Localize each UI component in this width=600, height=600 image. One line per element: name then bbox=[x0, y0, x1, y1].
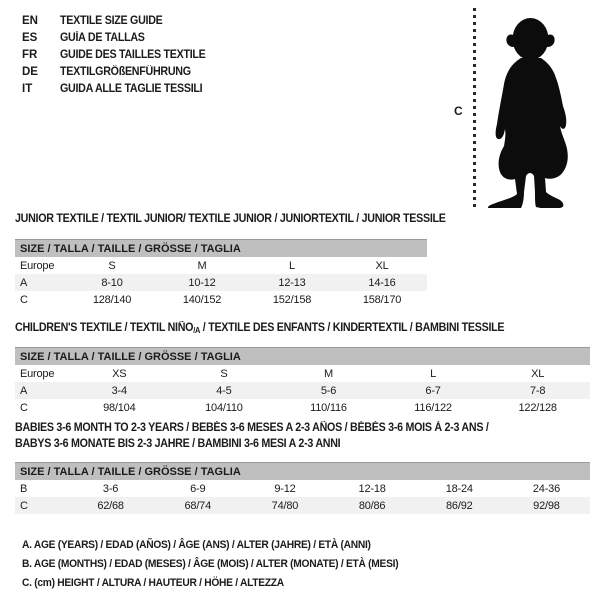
figure-measure-label: C bbox=[454, 104, 463, 118]
row-label: C bbox=[20, 499, 28, 512]
language-label: TEXTILE SIZE GUIDE bbox=[60, 14, 163, 27]
footnotes bbox=[22, 535, 600, 592]
table-row bbox=[15, 257, 427, 274]
size-bar: SIZE / TALLA / TAILLE / GRÖSSE / TAGLIA bbox=[15, 347, 590, 365]
size-cell: 9-12 bbox=[274, 482, 296, 495]
table-row bbox=[15, 399, 590, 416]
table-body bbox=[15, 480, 590, 514]
table-row bbox=[15, 497, 590, 514]
language-code: FR bbox=[22, 48, 38, 61]
section-title-children-sub: /A bbox=[193, 326, 201, 335]
size-cell: 104/110 bbox=[205, 401, 243, 414]
language-row bbox=[22, 12, 217, 29]
language-label: GUÍA DE TALLAS bbox=[60, 31, 145, 44]
figure-dotted-line bbox=[473, 8, 476, 208]
size-cell: 3-6 bbox=[102, 482, 119, 495]
section-title-babies-line2: BABYS 3-6 MONATE BIS 2-3 JAHRE / BAMBINI 3-6 MESI A 2-3 ANNI bbox=[15, 438, 341, 450]
size-cell: 116/122 bbox=[414, 401, 452, 414]
size-cell: 12-13 bbox=[278, 276, 306, 289]
language-label: GUIDE DES TAILLES TEXTILE bbox=[60, 48, 206, 61]
table-row bbox=[15, 274, 427, 291]
language-label: GUIDA ALLE TAGLIE TESSILI bbox=[60, 82, 203, 95]
section-title-babies-line1: BABIES 3-6 MONTH TO 2-3 YEARS / BEBÉS 3-6 MESES A 2-3 AÑOS / BÉBÉS 3-6 MOIS À 2-3 ANS / bbox=[15, 422, 489, 434]
size-cell: 86/92 bbox=[446, 499, 473, 512]
size-cell: 140/152 bbox=[182, 293, 222, 306]
table-body bbox=[15, 365, 590, 416]
row-label: Europe bbox=[20, 367, 55, 380]
size-cell: 14-16 bbox=[368, 276, 396, 289]
language-code: IT bbox=[22, 82, 33, 95]
size-cell: 6-7 bbox=[425, 384, 441, 397]
size-cell: 8-10 bbox=[101, 276, 123, 289]
size-cell: 98/104 bbox=[103, 401, 136, 414]
size-cell: L bbox=[289, 259, 295, 272]
language-code: DE bbox=[22, 65, 38, 78]
section-title-children-pre: CHILDREN'S TEXTILE / TEXTIL NIÑO bbox=[15, 322, 194, 334]
size-cell: 110/116 bbox=[310, 401, 347, 414]
section-title-babies bbox=[15, 420, 489, 452]
size-cell: 128/140 bbox=[92, 293, 132, 306]
language-row bbox=[22, 46, 217, 63]
size-cell: M bbox=[197, 259, 207, 272]
size-cell: XS bbox=[112, 367, 127, 380]
section-title-junior: JUNIOR TEXTILE / TEXTIL JUNIOR/ TEXTILE JUNIOR / JUNIORTEXTIL / JUNIOR TESSILE bbox=[15, 213, 446, 225]
size-cell: 3-4 bbox=[111, 384, 127, 397]
table-row bbox=[15, 291, 427, 308]
section-title-children bbox=[15, 322, 504, 335]
size-cell: 6-9 bbox=[190, 482, 206, 495]
size-cell: 74/80 bbox=[271, 499, 299, 512]
size-cell: 158/170 bbox=[362, 293, 402, 306]
size-cell: 92/98 bbox=[533, 499, 560, 512]
toddler-silhouette-icon bbox=[483, 8, 578, 208]
size-table-babies bbox=[15, 462, 590, 514]
size-cell: 7-8 bbox=[530, 384, 546, 397]
size-cell: S bbox=[108, 259, 116, 272]
size-cell: 80/86 bbox=[358, 499, 386, 512]
row-label: Europe bbox=[20, 259, 55, 272]
row-label: A bbox=[20, 384, 28, 397]
size-table-children bbox=[15, 347, 590, 416]
table-row bbox=[15, 480, 590, 497]
size-cell: L bbox=[430, 367, 437, 380]
language-row bbox=[22, 29, 217, 46]
table-body bbox=[15, 257, 427, 308]
language-code: EN bbox=[22, 14, 38, 27]
size-cell: 10-12 bbox=[188, 276, 216, 289]
row-label: A bbox=[20, 276, 28, 289]
size-cell: M bbox=[324, 367, 333, 380]
language-row bbox=[22, 80, 217, 97]
size-cell: 4-5 bbox=[216, 384, 232, 397]
row-label: B bbox=[20, 482, 28, 495]
table-row bbox=[15, 365, 590, 382]
footnote-line: C. (cm) HEIGHT / ALTURA / HAUTEUR / HÖHE / ALTEZZA bbox=[22, 577, 284, 589]
size-table-junior bbox=[15, 239, 427, 308]
size-bar: SIZE / TALLA / TAILLE / GRÖSSE / TAGLIA bbox=[15, 239, 427, 257]
size-bar: SIZE / TALLA / TAILLE / GRÖSSE / TAGLIA bbox=[15, 462, 590, 480]
size-cell: 5-6 bbox=[320, 384, 337, 397]
size-cell: 122/128 bbox=[518, 401, 557, 414]
language-row bbox=[22, 63, 217, 80]
size-cell: 152/158 bbox=[272, 293, 312, 306]
language-list bbox=[22, 12, 217, 97]
section-title-children-post: / TEXTILE DES ENFANTS / KINDERTEXTIL / BAMBINI TESSILE bbox=[200, 322, 505, 334]
size-cell: 24-36 bbox=[532, 482, 561, 495]
row-label: C bbox=[20, 401, 28, 414]
size-cell: 18-24 bbox=[445, 482, 473, 495]
size-cell: XL bbox=[531, 367, 545, 380]
size-figure bbox=[440, 0, 600, 215]
table-row bbox=[15, 382, 590, 399]
size-cell: 12-18 bbox=[358, 482, 386, 495]
language-code: ES bbox=[22, 31, 38, 44]
footnote-line: A. AGE (YEARS) / EDAD (AÑOS) / ÂGE (ANS) / ALTER (JAHRE) / ETÀ (ANNI) bbox=[22, 539, 371, 551]
size-cell: S bbox=[220, 367, 228, 380]
size-cell: XL bbox=[375, 259, 389, 272]
size-cell: 62/68 bbox=[97, 499, 124, 512]
footnote-line: B. AGE (MONTHS) / EDAD (MESES) / ÂGE (MOIS) / ALTER (MONATE) / ETÀ (MESI) bbox=[22, 558, 399, 570]
size-cell: 68/74 bbox=[184, 499, 212, 512]
row-label: C bbox=[20, 293, 28, 306]
language-label: TEXTILGRÖßENFÜHRUNG bbox=[60, 65, 191, 78]
